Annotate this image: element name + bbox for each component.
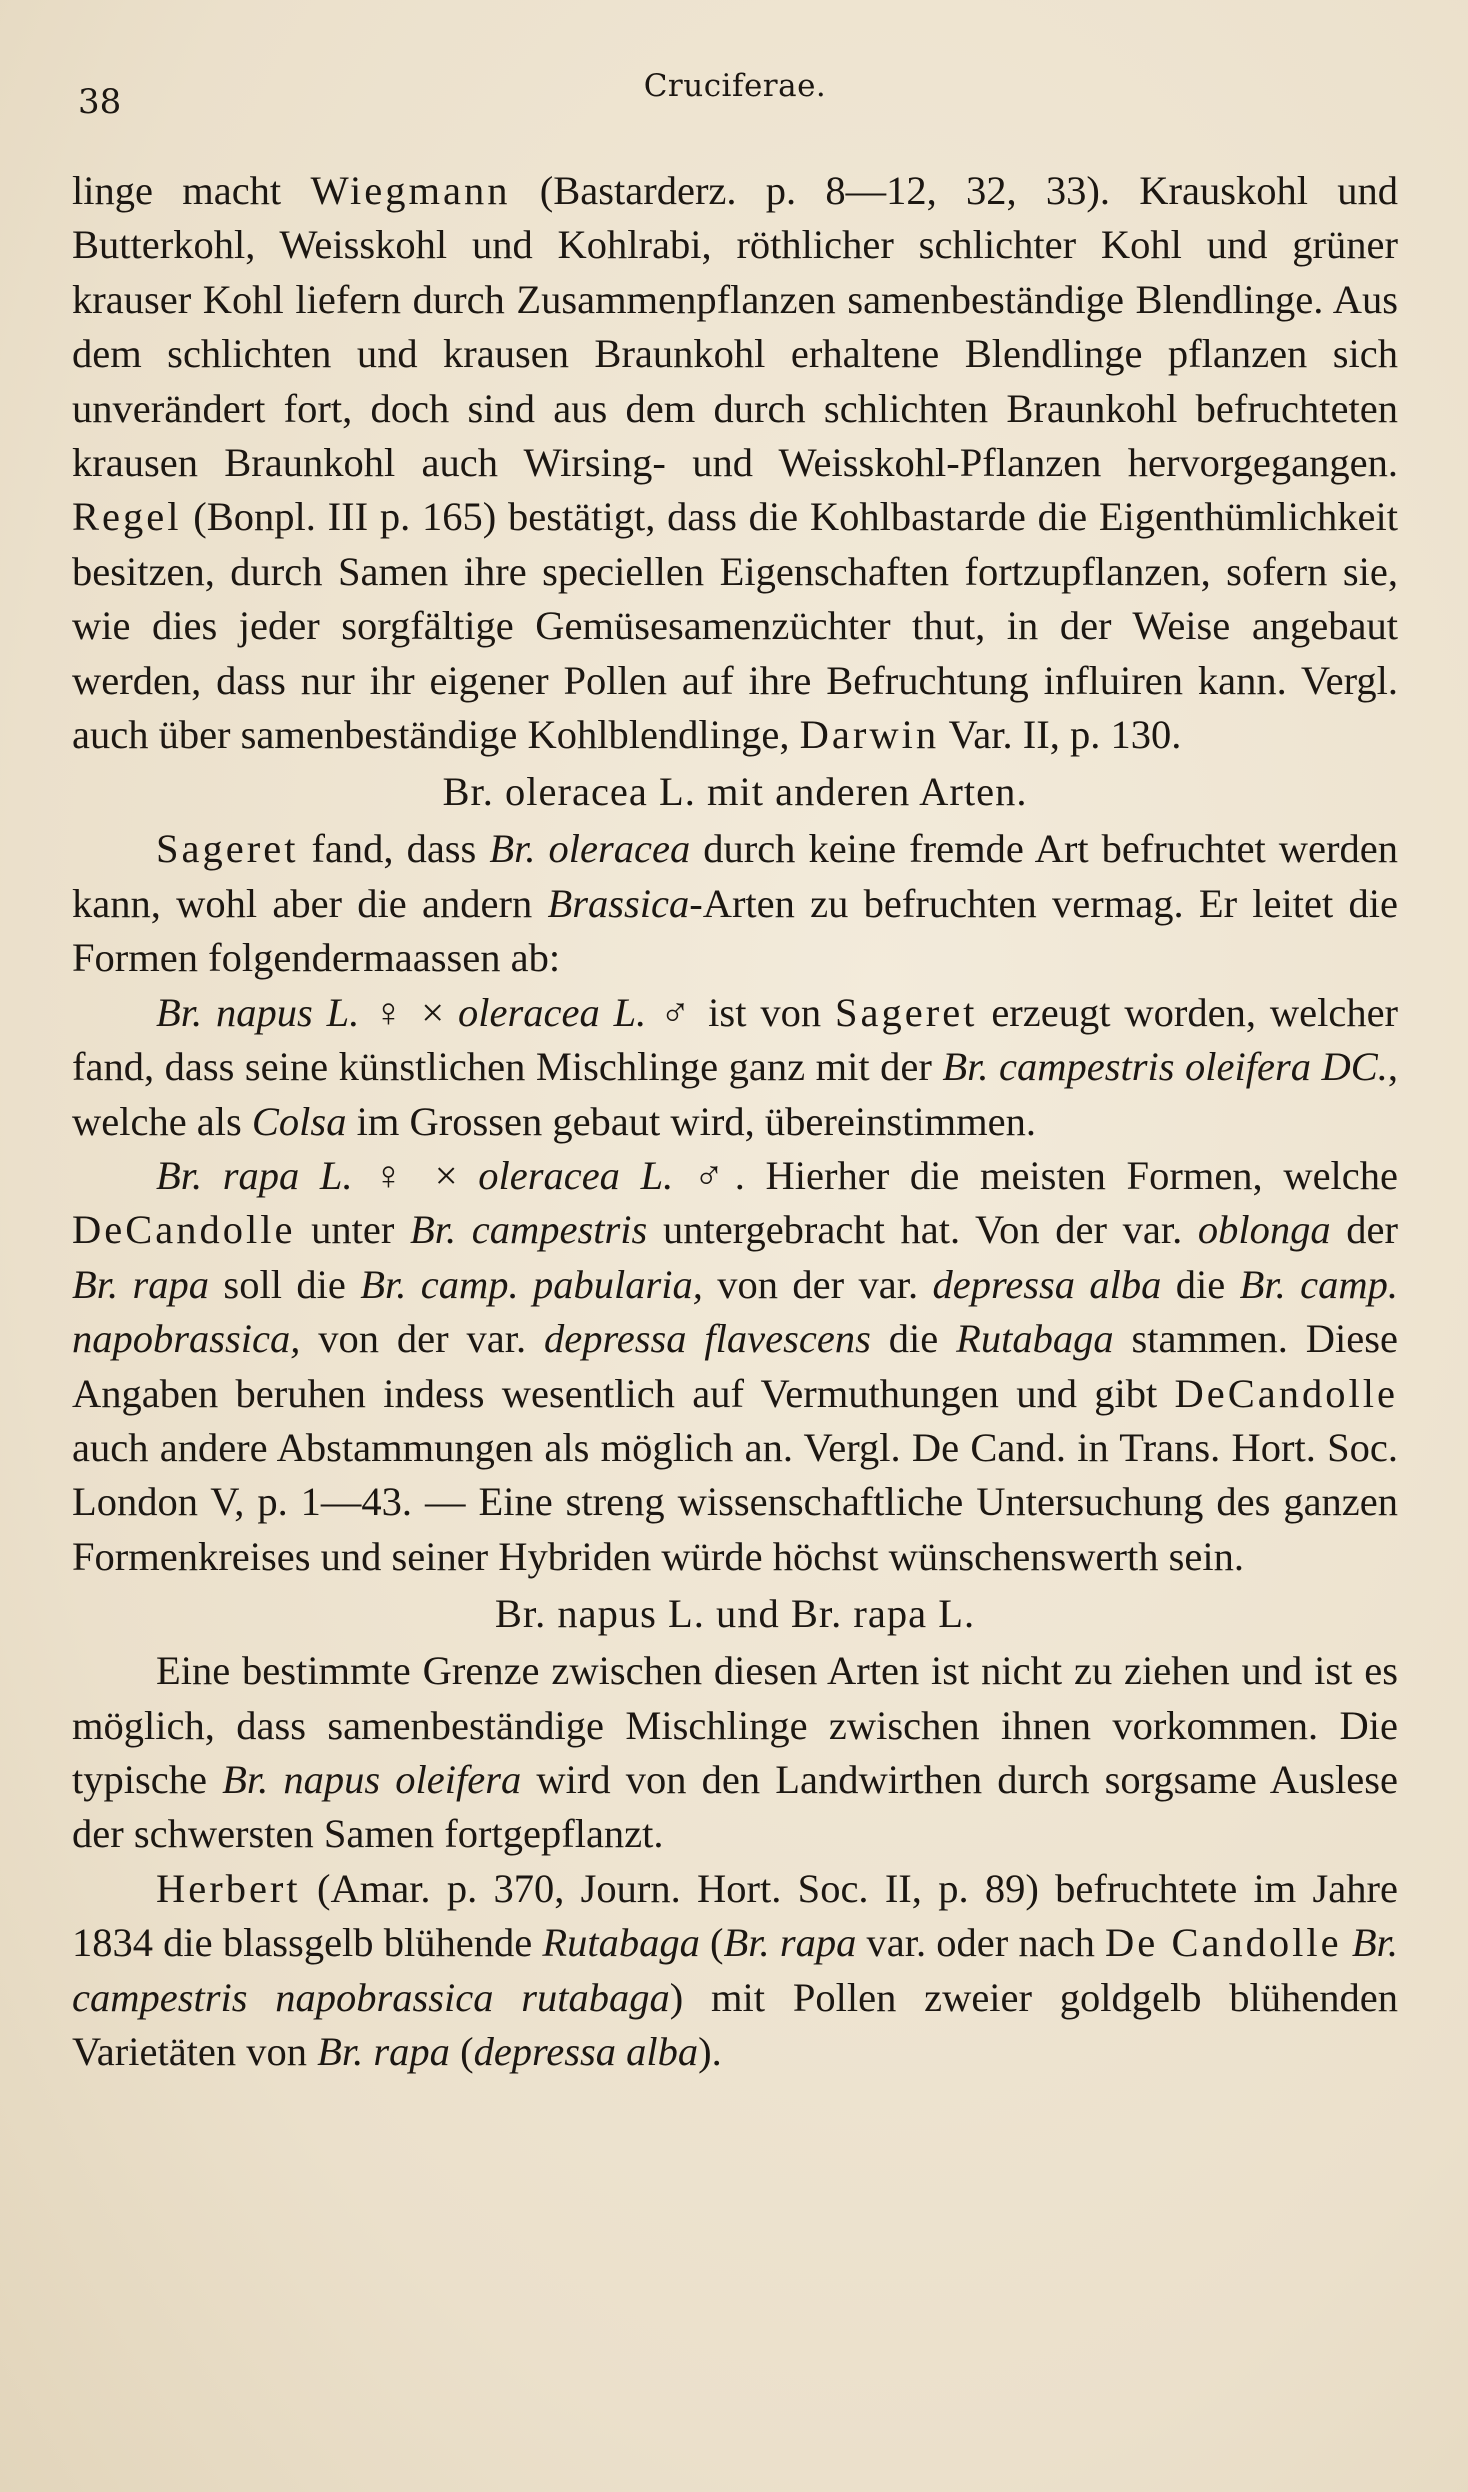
author-name: Wiegmann [310,168,511,213]
paragraph-rapa-oleracea: Br. rapa L. ♀ × oleracea L. ♂. Hierher die meisten Formen, welche DeCandolle unter Br. campestris untergebracht hat. Von der var. oblonga der Br. rapa soll die Br. camp. pabularia, von der var. depressa alba die Br. camp. napobrassica, von der var. depressa flavescens die Rutabaga stammen. Diese Angaben beruhen indess wesentlich auf Vermuthungen und gibt DeCandolle auch andere Abstammungen als möglich an. Vergl. De Cand. in Trans. Hort. Soc. London V, p. 1—43. — Eine streng wissenschaftliche Untersuchung des ganzen Formenkreises und seiner Hybriden würde höchst wünschenswerth sein. [72,1152,1399,1579]
paragraph-kohl-blendlinge: linge macht Wiegmann (Bastarderz. p. 8—12, 32, 33). Krauskohl und Butterkohl, Weisskohl und Kohlrabi, röthlicher schlichter Kohl und grüner krauser Kohl liefern durch Zusammenpflanzen samenbeständige Blendlinge. Aus dem schlichten und krausen Braunkohl erhaltene Blendlinge pflanzen sich unverändert fort, doch sind aus dem durch schlichten Braunkohl befruchteten krausen Braunkohl auch Wirsing- und Weisskohl-Pflanzen hervorgegangen. Regel (Bonpl. III p. 165) bestätigt, dass die Kohlbastarde die Eigenthümlichkeit besitzen, durch Samen ihre speciellen Eigenschaften fortzupflanzen, sofern sie, wie dies jeder sorgfältige Gemüsesamenzüchter thut, in der Weise angebaut werden, dass nur ihr eigener Pollen auf ihre Befruchtung influiren kann. Vergl. auch über samenbeständige Kohlblendlinge, Darwin Var. II, p. 130. [72,168,1399,758]
paragraph-grenze: Eine bestimmte Grenze zwischen diesen Arten ist nicht zu ziehen und ist es möglich, dass samenbeständige Mischlinge zwischen ihnen vorkommen. Die typische Br. napus oleifera wird von den Landwirthen durch sorgsame Auslese der schwersten Samen fortgepflanzt. [72,1648,1399,1857]
author-name: Herbert [156,1865,301,1911]
author-name: Sageret [834,989,978,1035]
paragraph-herbert: Herbert (Amar. p. 370, Journ. Hort. Soc. II, p. 89) befruchtete im Jahre 1834 die blassgelb blühende Rutabaga (Br. rapa var. oder nach De Candolle Br. campestris napobrassica rutabaga) mit Pollen zweier goldgelb blühenden Varietäten von Br. rapa (depressa alba). [72,1865,1398,2074]
author-name: DeCandolle [72,1207,296,1253]
author-name: Regel [72,494,182,540]
paragraph-napus-oleracea: Br. napus L. ♀ × oleracea L. ♂ ist von Sageret erzeugt worden, welcher fand, dass seine künstlichen Mischlinge ganz mit der Br. campestris oleifera DC., welche als Colsa im Grossen gebaut wird, übereinstimmen. [72,989,1399,1144]
author-name: De Candolle [1105,1920,1342,1966]
paragraph-sageret: Sageret fand, dass Br. oleracea durch keine fremde Art befruchtet werden kann, wohl aber die andern Brassica-Arten zu befruchten vermag. Er leitet die Formen folgendermaassen ab: [72,826,1398,981]
author-name: Sageret [156,826,299,872]
running-title: Cruciferae. [643,68,827,104]
page-header [72,64,1398,134]
section-heading-oleracea: Br. oleracea L. mit anderen Arten. [442,769,1028,815]
author-name: DeCandolle [1174,1370,1398,1416]
author-name: Darwin [799,712,940,758]
section-heading-napus-rapa: Br. napus L. und Br. rapa L. [494,1591,976,1637]
page-number: 38 [78,82,122,122]
